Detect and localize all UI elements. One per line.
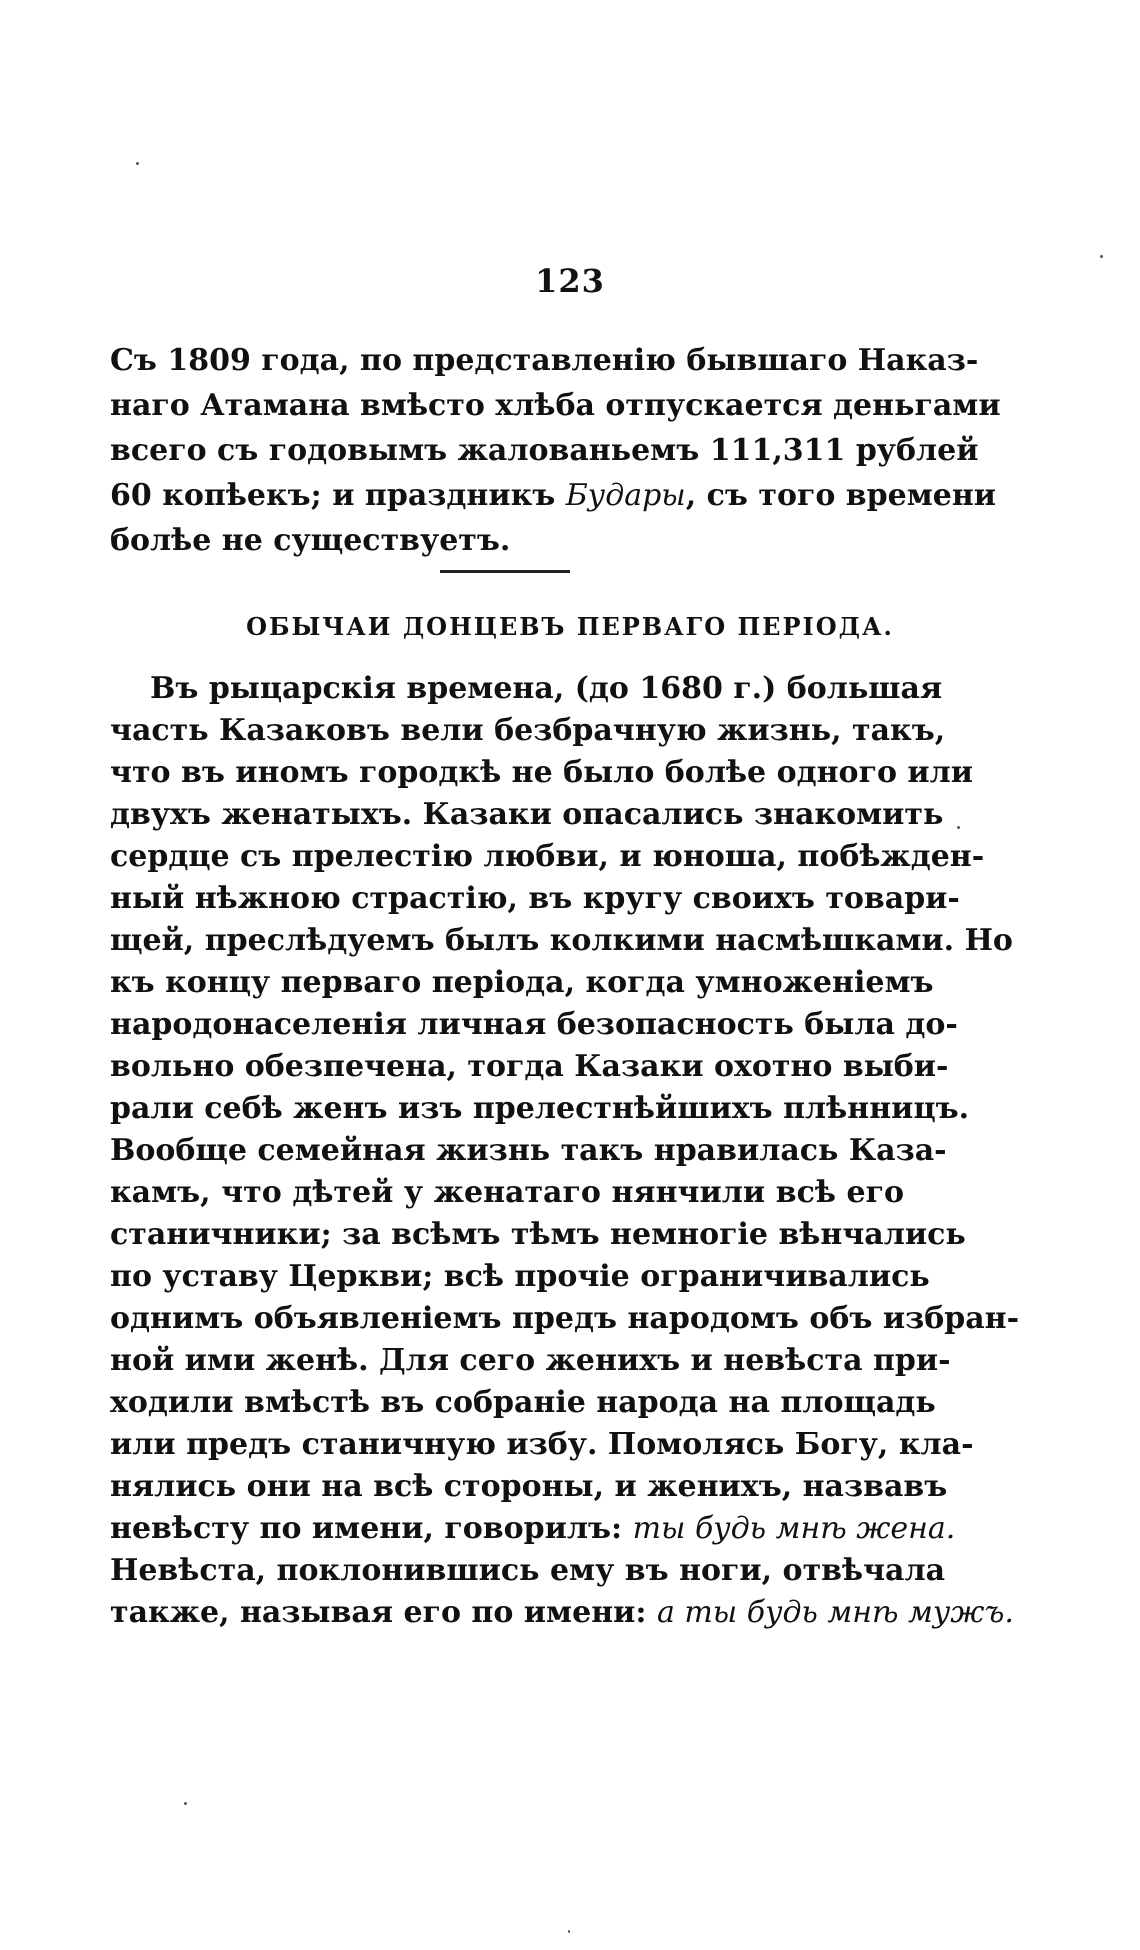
text-run: наго Атамана вмѣсто хлѣба отпускается деньгами (110, 388, 1001, 423)
text-run: камъ, что дѣтей у женатаго нянчили всѣ его (110, 1175, 904, 1210)
scan-speck (957, 826, 960, 829)
text-line (110, 1088, 970, 1130)
text-line (110, 1256, 930, 1298)
text-line (110, 1046, 949, 1088)
text-line (110, 1550, 946, 1592)
text-run: двухъ женатыхъ. Казаки опасались знакомить (110, 797, 944, 832)
text-run: нялись они на всѣ стороны, и женихъ, назвавъ (110, 1469, 948, 1504)
text-run: однимъ объявленіемъ предъ народомъ объ избран- (110, 1301, 1020, 1336)
text-run: также, называя его по имени: (110, 1595, 657, 1630)
text-run: Въ рыцарскія времена, (до 1680 г.) большая (150, 671, 943, 706)
text-line (110, 878, 960, 920)
text-line (110, 1130, 947, 1172)
text-line (110, 1466, 948, 1508)
scan-speck (568, 1930, 570, 1933)
text-line (110, 794, 944, 836)
text-run: Вообще семейная жизнь такъ нравилась Каза- (110, 1133, 947, 1168)
text-run: ный нѣжною страстію, въ кругу своихъ товари- (110, 881, 960, 916)
text-line (110, 710, 946, 752)
text-run: народонаселенія личная безопасность была до- (110, 1007, 958, 1042)
text-line (110, 1424, 974, 1466)
text-run: болѣе не существуетъ. (110, 523, 511, 558)
scan-speck (136, 162, 139, 165)
text-run: всего съ годовымъ жалованьемъ 111,311 рублей (110, 433, 979, 468)
text-run: , съ того времени (685, 478, 997, 513)
scan-speck (184, 1802, 187, 1805)
text-run: ходили вмѣстѣ въ собраніе народа на площадь (110, 1385, 936, 1420)
text-run: станичники; за всѣмъ тѣмъ немногіе вѣнчались (110, 1217, 966, 1252)
text-run: щей, преслѣдуемъ былъ колкими насмѣшками. Но (110, 923, 1013, 958)
text-line (110, 338, 979, 383)
text-run: невѣсту по имени, говорилъ: (110, 1511, 633, 1546)
text-run: часть Казаковъ вели безбрачную жизнь, такъ, (110, 713, 946, 748)
text-line (110, 962, 934, 1004)
text-run: ной ими женѣ. Для сего женихъ и невѣста при- (110, 1343, 951, 1378)
text-line (110, 1340, 951, 1382)
italic-text: а ты будь мнѣ мужъ. (656, 1595, 1014, 1630)
text-line (110, 383, 1001, 428)
text-run: по уставу Церкви; всѣ прочіе ограничивались (110, 1259, 930, 1294)
text-run: или предъ станичную избу. Помолясь Богу, кла- (110, 1427, 974, 1462)
italic-text: Будары (565, 478, 686, 513)
text-line (110, 1172, 904, 1214)
text-line (110, 1592, 1014, 1634)
page-number: 123 (535, 262, 605, 300)
text-line (110, 1382, 936, 1424)
text-run: Съ 1809 года, по представленію бывшаго Наказ- (110, 343, 979, 378)
text-run: къ концу перваго періода, когда умноженіемъ (110, 965, 934, 1000)
text-line (110, 1004, 958, 1046)
text-run: вольно обезпечена, тогда Казаки охотно выби- (110, 1049, 949, 1084)
section-divider (440, 570, 570, 573)
text-line (110, 1298, 1020, 1340)
text-run: 60 копѣекъ; и праздникъ (110, 478, 566, 513)
text-line (110, 836, 985, 878)
text-line (110, 428, 979, 473)
italic-text: ты будь мнѣ жена. (632, 1511, 956, 1546)
scan-speck (1100, 255, 1103, 258)
text-line (110, 920, 1013, 962)
text-line (110, 518, 904, 563)
intro-paragraph (110, 338, 1001, 563)
text-line (110, 473, 997, 518)
text-run: что въ иномъ городкѣ не было болѣе одного или (110, 755, 974, 790)
body-paragraph (110, 668, 1020, 1634)
text-run: рали себѣ женъ изъ прелестнѣйшихъ плѣнницъ. (110, 1091, 970, 1126)
section-heading: ОБЫЧАИ ДОНЦЕВЪ ПЕРВАГО ПЕРІОДА. (246, 612, 894, 641)
text-line (110, 668, 943, 710)
text-run: сердце съ прелестію любви, и юноша, побѣжден- (110, 839, 985, 874)
text-line (110, 1508, 956, 1550)
text-line (110, 1214, 966, 1256)
text-run: Невѣста, поклонившись ему въ ноги, отвѣчала (110, 1553, 946, 1588)
text-line (110, 752, 974, 794)
